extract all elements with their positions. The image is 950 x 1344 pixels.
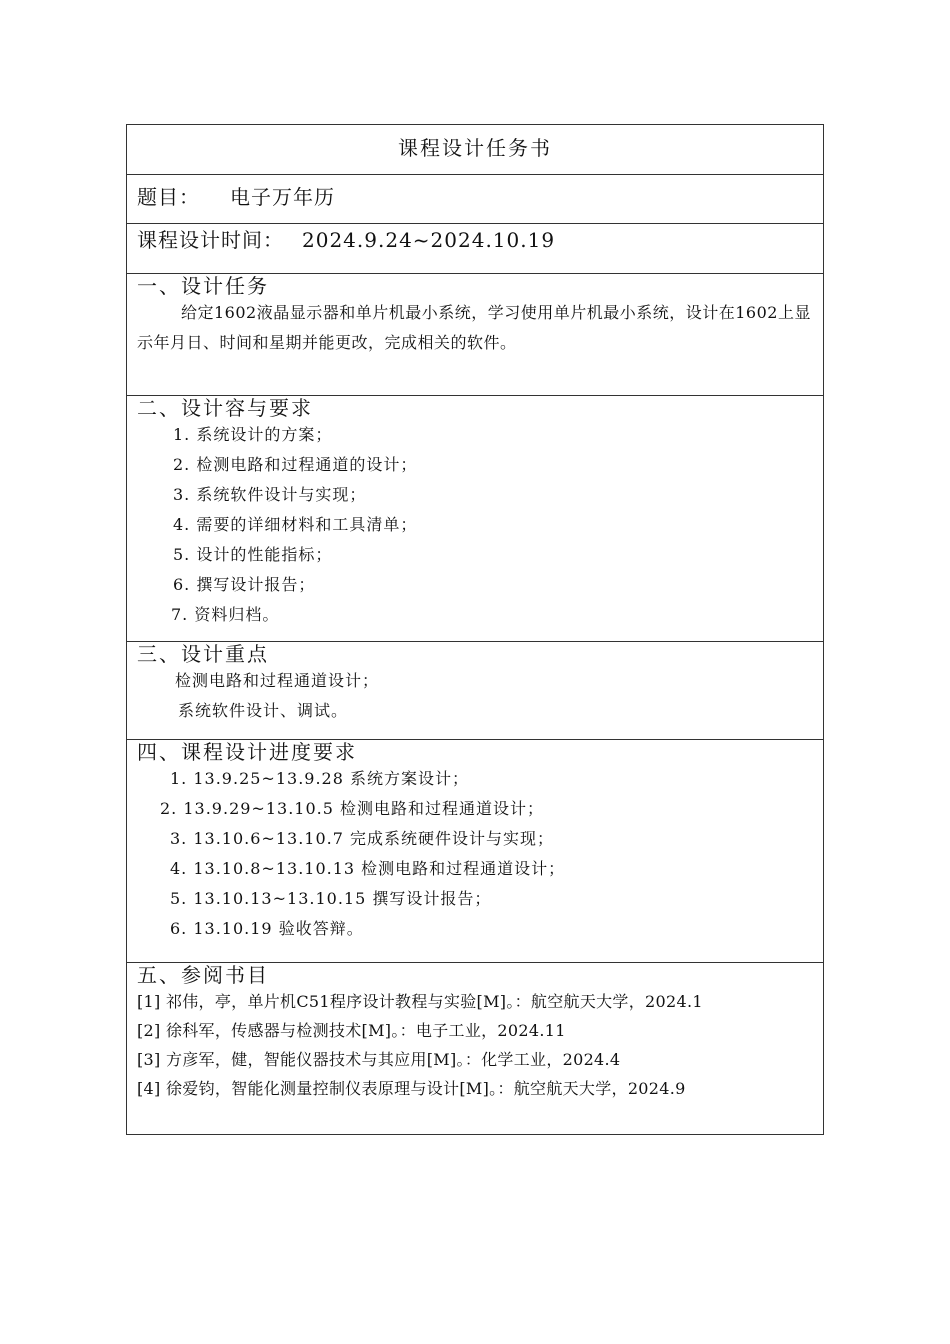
- list-item: 4. 需要的详细材料和工具清单；: [173, 515, 418, 534]
- form-title: 课程设计任务书: [398, 136, 552, 160]
- reference-item: [4] 徐爱钧，智能化测量控制仪表原理与设计[M]。：航空航天大学，2024.9: [137, 1079, 686, 1098]
- time-value: 2024.9.24~2024.10.19: [302, 228, 556, 252]
- section-heading: 三、设计重点: [137, 642, 269, 666]
- design-task-section: [127, 273, 823, 395]
- list-item: 5. 13.10.13~13.10.15 撰写设计报告；: [170, 889, 492, 908]
- references-section: [127, 962, 823, 1134]
- subject-label: 题目：: [137, 185, 200, 209]
- list-item: 1. 13.9.25~13.9.28 系统方案设计；: [170, 769, 469, 788]
- list-item: 3. 13.10.6~13.10.7 完成系统硬件设计与实现；: [170, 829, 554, 848]
- list-item: 系统软件设计、调试。: [178, 701, 349, 720]
- list-item: 1. 系统设计的方案；: [173, 425, 333, 444]
- list-item: 6. 撰写设计报告；: [173, 575, 316, 594]
- list-item: 2. 检测电路和过程通道的设计；: [173, 455, 418, 474]
- reference-item: [1] 祁伟，亭，单片机C51程序设计教程与实验[M]。：航空航天大学，2024.1: [137, 992, 703, 1011]
- time-label: 课程设计时间：: [137, 228, 284, 252]
- schedule-section: [127, 739, 823, 962]
- list-item: 检测电路和过程通道设计；: [175, 671, 380, 690]
- reference-item: [2] 徐科军，传感器与检测技术[M]。：电子工业，2024.11: [137, 1021, 566, 1040]
- list-item: 6. 13.10.19 验收答辩。: [170, 919, 364, 938]
- subject-value: 电子万年历: [230, 185, 335, 209]
- task-form-table: [126, 124, 824, 1135]
- task-paragraph: 给定1602液晶显示器和单片机最小系统，学习使用单片机最小系统，设计在1602上显示年月日、时间和星期并能更改，完成相关的软件。: [137, 303, 811, 352]
- section-heading: 四、课程设计进度要求: [137, 740, 357, 764]
- section-heading: 二、设计容与要求: [137, 396, 313, 420]
- keypoints-section: [127, 641, 823, 739]
- reference-item: [3] 方彦军，健，智能仪器技术与其应用[M]。：化学工业，2024.4: [137, 1050, 621, 1069]
- list-item: 4. 13.10.8~13.10.13 检测电路和过程通道设计；: [170, 859, 566, 878]
- list-item: 3. 系统软件设计与实现；: [173, 485, 367, 504]
- section-heading: 一、设计任务: [137, 274, 269, 298]
- form-title-row: [127, 125, 823, 174]
- requirements-section: [127, 395, 823, 641]
- list-item: 7. 资料归档。: [171, 605, 280, 624]
- subject-row: [127, 174, 823, 223]
- time-row: [127, 223, 823, 273]
- list-item: 2. 13.9.29~13.10.5 检测电路和过程通道设计；: [160, 799, 544, 818]
- section-heading: 五、参阅书目: [137, 963, 269, 987]
- list-item: 5. 设计的性能指标；: [173, 545, 333, 564]
